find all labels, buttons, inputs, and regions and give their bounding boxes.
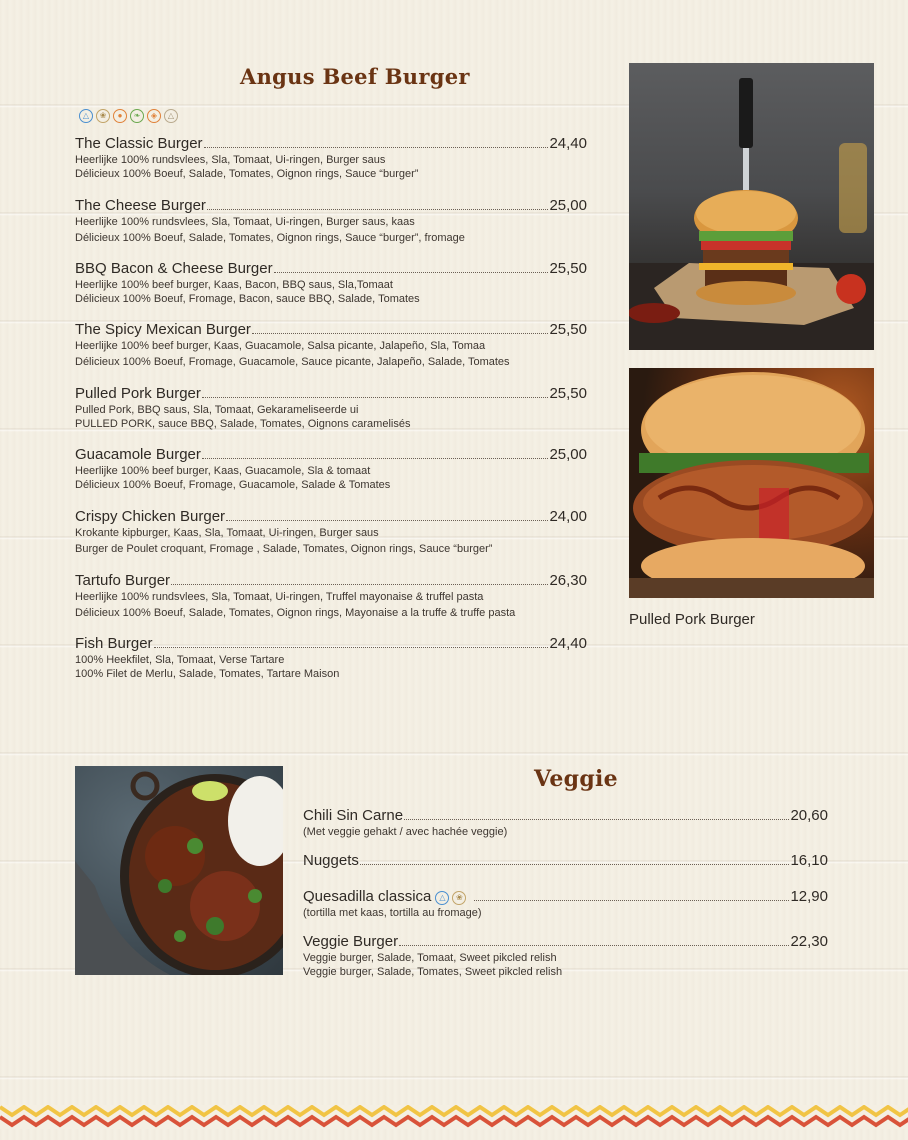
menu-item — [75, 508, 587, 556]
dot-leader — [252, 333, 549, 334]
menu-item — [303, 888, 828, 920]
menu-item — [75, 321, 587, 369]
mustard-icon: ◈ — [147, 109, 161, 123]
menu-item — [303, 807, 828, 839]
menu-item — [75, 135, 587, 181]
item-desc-nl: Veggie burger, Salade, Tomaat, Sweet pikcled relish — [303, 952, 557, 964]
item-desc-nl: Heerlijke 100% beef burger, Kaas, Guacamole, Salsa picante, Jalapeño, Sla, Tomaa — [75, 340, 486, 352]
dot-leader — [171, 584, 548, 585]
item-name: Guacamole Burger — [75, 446, 201, 463]
item-price: 24,40 — [549, 135, 587, 152]
item-desc-fr: Délicieux 100% Boeuf, Salade, Tomates, Oignon rings, Sauce “burger”, fromage — [75, 232, 465, 244]
dot-leader — [360, 864, 790, 865]
item-allergen-icons — [435, 891, 466, 905]
item-desc: (tortilla met kaas, tortilla au fromage) — [303, 907, 482, 919]
burger-knife-photo — [629, 63, 874, 350]
item-desc-nl: Heerlijke 100% rundsvlees, Sla, Tomaat, Ui-ringen, Burger saus, kaas — [75, 216, 415, 228]
item-price: 20,60 — [790, 807, 828, 824]
item-desc-fr: Délicieux 100% Boeuf, Salade, Tomates, Oignon rings, Mayonaise a la truffe & truffe pasta — [75, 607, 516, 619]
item-price: 25,00 — [549, 446, 587, 463]
item-price: 24,00 — [549, 508, 587, 525]
item-name: Pulled Pork Burger — [75, 385, 201, 402]
angus-beef-burger-title: Angus Beef Burger — [240, 64, 470, 89]
item-desc: (Met veggie gehakt / avec hachée veggie) — [303, 826, 508, 838]
burger-knife-illustration — [629, 63, 874, 350]
dot-leader — [202, 397, 549, 398]
item-desc-nl: Pulled Pork, BBQ saus, Sla, Tomaat, Gekarameliseerde ui — [75, 404, 359, 416]
item-name: Tartufo Burger — [75, 572, 171, 589]
chili-illustration — [75, 766, 283, 975]
item-price: 12,90 — [790, 888, 828, 905]
menu-item — [75, 572, 587, 620]
wheat-icon: ❀ — [452, 891, 466, 905]
item-price: 25,50 — [549, 321, 587, 338]
menu-item — [75, 260, 587, 306]
veggie-title: Veggie — [534, 766, 618, 792]
dot-leader — [404, 819, 789, 820]
dot-leader — [204, 147, 549, 148]
item-name: Quesadilla classica — [303, 888, 432, 905]
item-price: 16,10 — [790, 852, 828, 869]
item-name: Crispy Chicken Burger — [75, 508, 226, 525]
item-price: 25,50 — [549, 260, 587, 277]
egg-icon: ● — [113, 109, 127, 123]
pulled-pork-burger-photo — [629, 368, 874, 598]
item-desc-fr: 100% Filet de Merlu, Salade, Tomates, Tartare Maison — [75, 668, 340, 680]
wheat-icon: ❀ — [96, 109, 110, 123]
item-name: Chili Sin Carne — [303, 807, 404, 824]
allergen-icons — [79, 109, 178, 123]
item-desc-fr: Veggie burger, Salade, Tomates, Sweet pikcled relish — [303, 966, 563, 978]
gluten-icon: △ — [79, 109, 93, 123]
item-desc-fr: PULLED PORK, sauce BBQ, Salade, Tomates, Oignons caramelisés — [75, 418, 411, 430]
zigzag-border — [0, 1105, 908, 1129]
dot-leader — [274, 272, 549, 273]
item-price: 25,00 — [549, 197, 587, 214]
item-desc-nl: Heerlijke 100% rundsvlees, Sla, Tomaat, Ui-ringen, Truffel mayonaise & truffel pasta — [75, 591, 484, 603]
warning-icon: △ — [164, 109, 178, 123]
pulled-pork-illustration — [629, 368, 874, 598]
item-desc-fr: Délicieux 100% Boeuf, Salade, Tomates, Oignon rings, Sauce “burger” — [75, 168, 419, 180]
item-desc-nl: Krokante kipburger, Kaas, Sla, Tomaat, Ui-ringen, Burger saus — [75, 527, 379, 539]
dot-leader — [202, 458, 549, 459]
item-desc-nl: Heerlijke 100% beef burger, Kaas, Bacon, BBQ saus, Sla,Tomaat — [75, 279, 393, 291]
chili-sin-carne-photo — [75, 766, 283, 975]
item-price: 24,40 — [549, 635, 587, 652]
dot-leader — [207, 209, 549, 210]
dot-leader — [399, 945, 789, 946]
item-price: 22,30 — [790, 933, 828, 950]
item-desc-nl: Heerlijke 100% beef burger, Kaas, Guacamole, Sla & tomaat — [75, 465, 371, 477]
menu-item — [75, 197, 587, 245]
celery-icon: ❧ — [130, 109, 144, 123]
item-name: Nuggets — [303, 852, 359, 869]
menu-item — [75, 446, 587, 492]
item-name: The Spicy Mexican Burger — [75, 321, 251, 338]
item-desc-fr: Délicieux 100% Boeuf, Fromage, Bacon, sauce BBQ, Salade, Tomates — [75, 293, 420, 305]
item-name: BBQ Bacon & Cheese Burger — [75, 260, 273, 277]
item-desc-fr: Délicieux 100% Boeuf, Fromage, Guacamole, Salade & Tomates — [75, 479, 391, 491]
dot-leader — [226, 520, 548, 521]
menu-item — [75, 385, 587, 431]
item-name: Veggie Burger — [303, 933, 399, 950]
item-name: The Cheese Burger — [75, 197, 206, 214]
photo-caption: Pulled Pork Burger — [629, 611, 755, 628]
menu-item — [75, 635, 587, 681]
item-desc-fr: Burger de Poulet croquant, Fromage , Salade, Tomates, Oignon rings, Sauce “burger” — [75, 543, 493, 555]
dot-leader — [154, 647, 549, 648]
gluten-icon: △ — [435, 891, 449, 905]
item-desc-nl: 100% Heekfilet, Sla, Tomaat, Verse Tartare — [75, 654, 285, 666]
item-desc-fr: Délicieux 100% Boeuf, Fromage, Guacamole, Sauce picante, Jalapeño, Salade, Tomates — [75, 356, 510, 368]
item-price: 25,50 — [549, 385, 587, 402]
dot-leader — [474, 900, 789, 901]
menu-item — [303, 852, 828, 870]
item-name: Fish Burger — [75, 635, 153, 652]
menu-item — [303, 933, 828, 979]
item-name: The Classic Burger — [75, 135, 203, 152]
item-price: 26,30 — [549, 572, 587, 589]
item-desc-nl: Heerlijke 100% rundsvlees, Sla, Tomaat, Ui-ringen, Burger saus — [75, 154, 386, 166]
